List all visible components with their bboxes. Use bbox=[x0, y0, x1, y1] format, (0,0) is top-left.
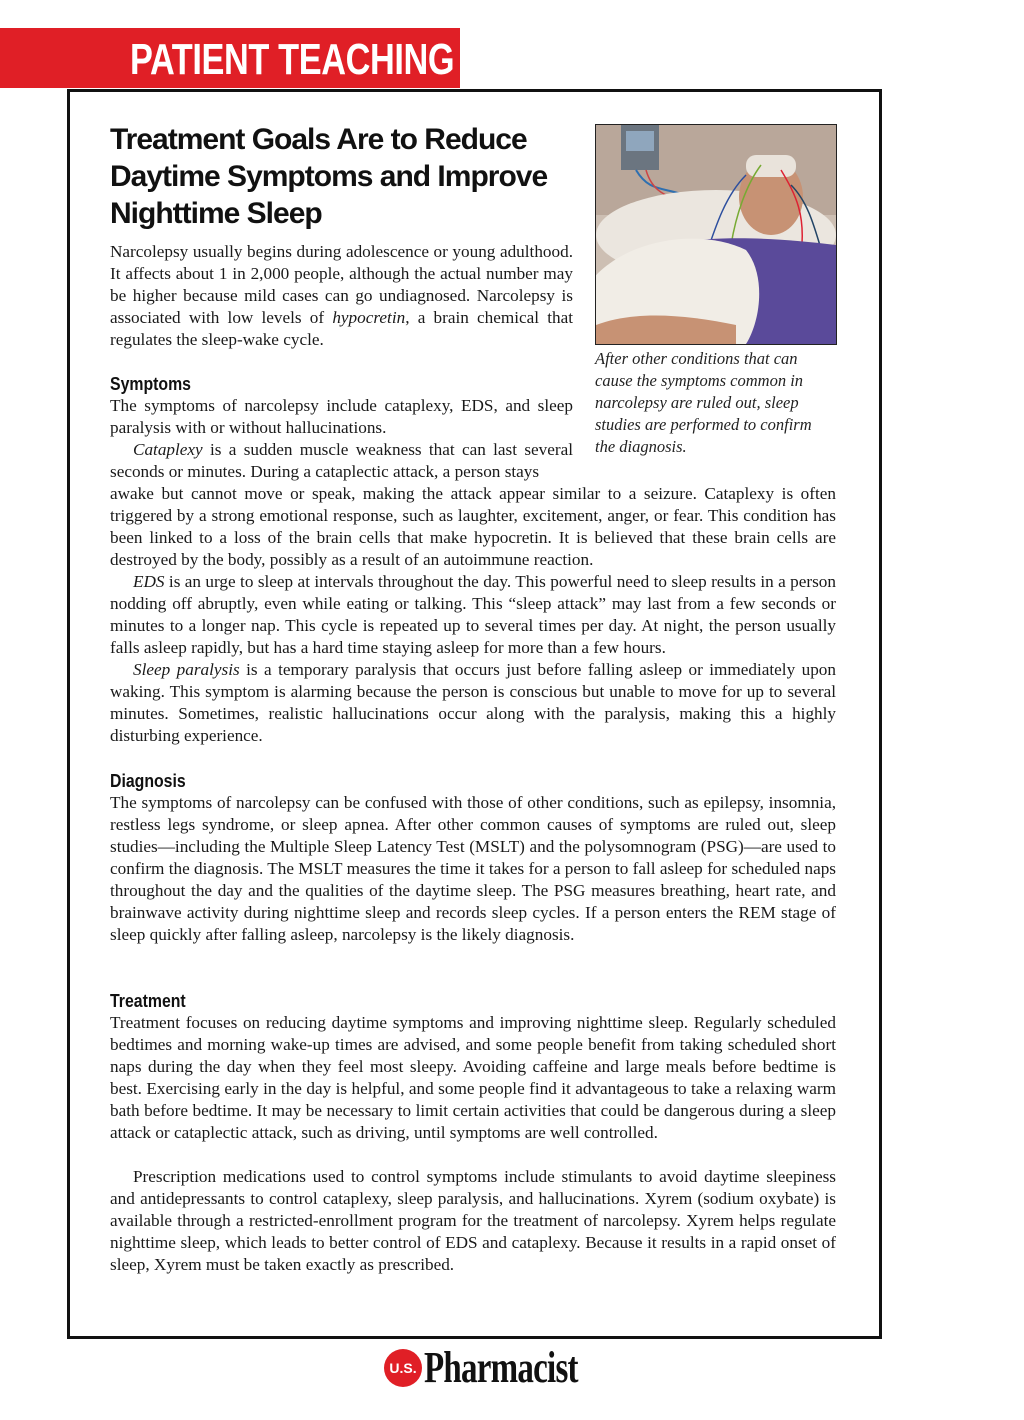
eds-paragraph bbox=[110, 571, 836, 659]
logo-wordmark: Pharmacist bbox=[424, 1343, 578, 1392]
eds-text: is an urge to sleep at intervals throughout the day. This powerful need to sleep results in a person nodding off abruptly, even while eating or talking. This “sleep attack” may last from a few seconds or minutes to a longer nap. This cycle is repeated up to several times per day. At night, the person usually falls asleep rapidly, but has a hard time staying asleep for more than a few hours. bbox=[110, 572, 836, 657]
cataplexy-text-column: is a sudden muscle weakness that can last several seconds or minutes. During a cataplectic attack, a person stays bbox=[110, 440, 573, 481]
cataplexy-paragraph-continued: awake but cannot move or speak, making the attack appear similar to a seizure. Cataplexy is often triggered by a strong emotional response, such as laughter, excitement, anger, or fear. This condition has been linked to a loss of the brain cells that make hypocretin. It is believed that these brain cells are destroyed by the body, possibly as a result of an autoimmune reaction. bbox=[110, 484, 836, 569]
intro-text-1: Narcolepsy usually begins during adolescence or young adulthood. It affects about 1 in 2,000 people, although the actual number may be higher because mild cases can go undiagnosed. Narcolepsy is associated with low levels of bbox=[110, 242, 573, 327]
cataplexy-paragraph-start bbox=[110, 439, 573, 483]
banner-title: PATIENT TEACHING AID bbox=[130, 35, 521, 84]
intro-term: hypocretin bbox=[332, 308, 406, 327]
article-headline: Treatment Goals Are to Reduce Daytime Symptoms and Improve Nighttime Sleep bbox=[110, 123, 548, 230]
sleep-paralysis-paragraph bbox=[110, 659, 836, 747]
treatment-paragraph-1: Treatment focuses on reducing daytime symptoms and improving nighttime sleep. Regularly scheduled bedtimes and morning wake-up times are advised, and some people benefit from taking scheduled short naps during the day when they feel most sleepy. Avoiding caffeine and large meals before bedtime is best. Exercising early in the day is helpful, and some people find it advantageous to take a relaxing warm bath before bedtime. It may be necessary to limit certain activities that could be dangerous during a sleep attack or cataplectic attack, such as driving, until symptoms are well controlled. bbox=[110, 1013, 836, 1142]
logo-badge: U.S. bbox=[384, 1349, 422, 1387]
sleep-paralysis-term: Sleep paralysis bbox=[133, 660, 240, 679]
sleep-study-photo bbox=[595, 124, 837, 345]
intro-text-2: , a brain chemical that regulates the sleep-wake cycle. bbox=[110, 308, 573, 349]
diagnosis-heading: Diagnosis bbox=[110, 771, 186, 791]
sleep-study-illustration bbox=[596, 125, 836, 344]
diagnosis-paragraph: The symptoms of narcolepsy can be confused with those of other conditions, such as epilepsy, insomnia, restless legs syndrome, or sleep apnea. After other common causes of symptoms are ruled out, sleep studies—including the Multiple Sleep Latency Test (MSLT) and the polysomnogram (PSG)—are used to confirm the diagnosis. The MSLT measures the time it takes for a person to fall asleep for scheduled naps throughout the day and the qualities of the daytime sleep. The PSG measures breathing, heart rate, and brainwave activity during nighttime sleep and records sleep cycles. If a person enters the REM stage of sleep quickly after falling asleep, narcolepsy is the likely diagnosis. bbox=[110, 793, 836, 944]
sleep-paralysis-text: is a temporary paralysis that occurs just before falling asleep or immediately upon waking. This symptom is alarming because the person is conscious but unable to move for up to several minutes. Sometimes, realistic hallucinations occur along with the paralysis, making this a highly disturbing experience. bbox=[110, 660, 836, 745]
symptoms-paragraph-1: The symptoms of narcolepsy include cataplexy, EDS, and sleep paralysis with or without hallucinations. bbox=[110, 396, 573, 437]
intro-paragraph bbox=[110, 241, 573, 351]
symptoms-heading: Symptoms bbox=[110, 374, 191, 394]
eds-term: EDS bbox=[133, 572, 165, 591]
photo-caption: After other conditions that can cause the symptoms common in narcolepsy are ruled out, sleep studies are performed to confirm the diagnosis. bbox=[595, 349, 812, 456]
cataplexy-term: Cataplexy bbox=[133, 440, 203, 459]
treatment-paragraph-2: Prescription medications used to control symptoms include stimulants to avoid daytime sleepiness and antidepressants to control cataplexy, sleep paralysis, and hallucinations. Xyrem (sodium oxybate) is available through a restricted-enrollment program for the treatment of narcolepsy. Xyrem helps regulate nighttime sleep, which leads to better control of EDS and cataplexy. Because it results in a rapid onset of sleep, Xyrem must be taken exactly as prescribed. bbox=[110, 1167, 836, 1274]
treatment-heading: Treatment bbox=[110, 991, 186, 1011]
